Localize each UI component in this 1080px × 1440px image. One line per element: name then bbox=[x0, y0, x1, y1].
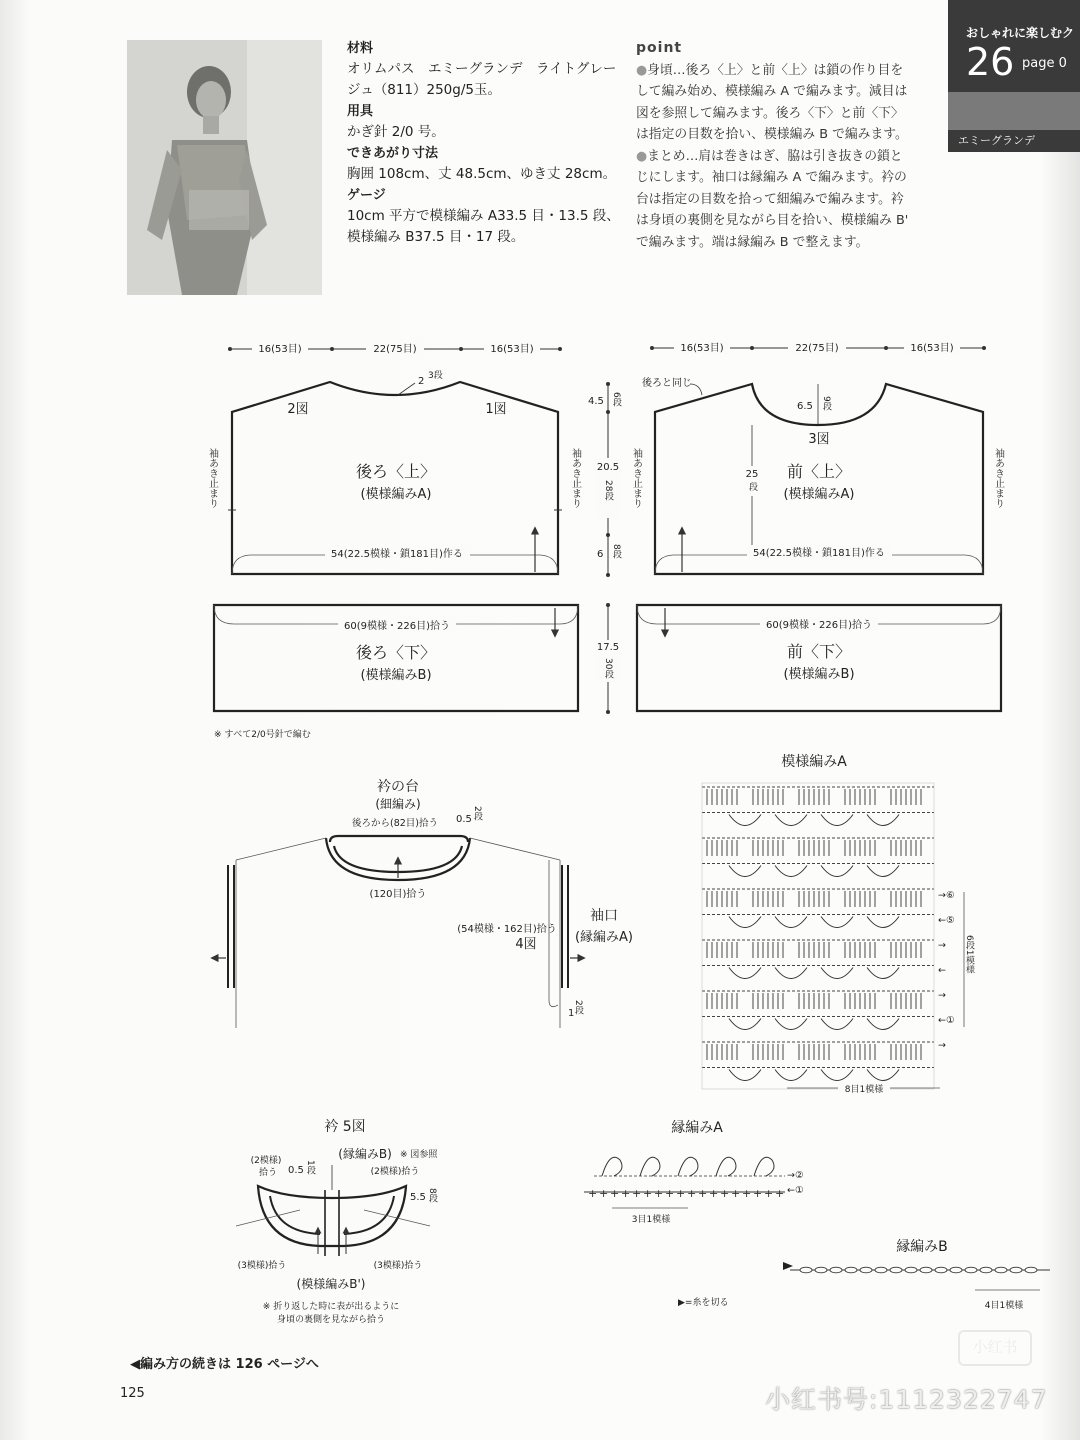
front-dimension-row bbox=[650, 340, 986, 354]
collar-note-b: 身頃の裏側を見ながら拾う bbox=[276, 1315, 386, 1325]
sc-symbol: + bbox=[731, 1187, 741, 1200]
collar-pattern: (模様編みB') bbox=[296, 1277, 366, 1291]
fan-stitch bbox=[729, 968, 761, 979]
back-left-sleeve: 袖あき止まり bbox=[206, 448, 218, 508]
chain-stitch bbox=[980, 1267, 992, 1273]
page-number: 125 bbox=[120, 1386, 145, 1401]
collar-title: 衿 5図 bbox=[324, 1119, 366, 1135]
fan-stitch bbox=[729, 917, 761, 928]
front-lower-title: 前〈下〉 bbox=[786, 642, 852, 661]
sc-symbol: + bbox=[654, 1187, 664, 1200]
collar-rows-1: 1段 bbox=[305, 1160, 315, 1175]
front-right-sleeve: 袖あき止まり bbox=[992, 448, 1004, 508]
collar-base-sub: (細編み) bbox=[375, 797, 421, 811]
point-heading: point bbox=[636, 40, 683, 56]
pattern-a-row-5: ←⑤ bbox=[938, 915, 955, 926]
fan-stitch bbox=[775, 968, 807, 979]
sc-symbol: + bbox=[676, 1187, 686, 1200]
fan-stitch bbox=[821, 1070, 853, 1081]
collar-pick-3-left: (3模様)拾う bbox=[237, 1261, 287, 1271]
collar-pick-3-right: (3模様)拾う bbox=[373, 1261, 423, 1271]
edge-a-row-1: ←① bbox=[787, 1185, 804, 1196]
chain-stitch bbox=[905, 1267, 917, 1273]
right-armhole-band bbox=[562, 865, 568, 988]
picot-loop bbox=[716, 1157, 736, 1176]
pattern-a-title: 模様編みA bbox=[781, 754, 847, 770]
fan-stitch bbox=[821, 968, 853, 979]
chain-stitch bbox=[845, 1267, 857, 1273]
front-dim-right: 16(53目) bbox=[910, 343, 954, 354]
point-text-2: まとめ…肩は巻きはぎ、脇は引き抜きの鎖とじにします。袖口は縁編み A で編みます。衿の台は指定の目数を拾って細編みで編みます。衿は身頃の裏側を見ながら目を拾い、模様編み B' で編みます。端は縁編み B で整えます。 bbox=[636, 148, 909, 250]
continued-note: ◀編み方の続きは 126 ページへ bbox=[130, 1357, 319, 1372]
fan-stitch bbox=[821, 815, 853, 826]
fan-stitch bbox=[867, 968, 899, 979]
series-title: おしゃれに楽しむク bbox=[966, 26, 1075, 40]
pattern-a-repeat-rows: 6段1模様 bbox=[964, 935, 974, 974]
dim-20-5: 20.5 bbox=[596, 462, 620, 473]
collar-pick-2-left: (2模様) bbox=[250, 1156, 282, 1166]
collar-outline bbox=[258, 1186, 406, 1246]
fan-stitch bbox=[775, 1019, 807, 1030]
fan-stitch bbox=[821, 866, 853, 877]
left-armhole-band bbox=[228, 865, 234, 988]
fan-stitch bbox=[775, 917, 807, 928]
back-upper-pattern: (模様編みA) bbox=[360, 487, 432, 502]
pattern-number: 26 bbox=[966, 40, 1015, 84]
dim-4-5: 4.5 bbox=[588, 396, 604, 407]
back-dim-left: 16(53目) bbox=[258, 344, 302, 355]
collar-edge-b: (縁編みB) bbox=[338, 1147, 392, 1161]
back-pick-up: 60(9模様・226目)拾う bbox=[344, 621, 450, 632]
edge-a-chart bbox=[584, 1157, 785, 1200]
fan-stitch bbox=[775, 815, 807, 826]
fan-stitch bbox=[867, 866, 899, 877]
chain-stitch bbox=[830, 1267, 842, 1273]
fan-stitch bbox=[867, 1019, 899, 1030]
picot-loop bbox=[602, 1157, 622, 1176]
collar-rows-8: 8段 bbox=[427, 1188, 437, 1203]
rows-8: 8段 bbox=[611, 544, 621, 559]
chain-stitch bbox=[890, 1267, 902, 1273]
sc-symbol: + bbox=[610, 1187, 620, 1200]
front-dim-left: 16(53目) bbox=[680, 343, 724, 354]
fan-stitch bbox=[867, 917, 899, 928]
fan-stitch bbox=[729, 815, 761, 826]
back-lower-pattern: (模様編みB) bbox=[360, 668, 432, 683]
fan-stitch bbox=[821, 917, 853, 928]
sc-symbol: + bbox=[742, 1187, 752, 1200]
fan-stitch bbox=[775, 1070, 807, 1081]
chain-stitch bbox=[950, 1267, 962, 1273]
rows-28: 28段 bbox=[603, 480, 613, 501]
collar-note-a: ※ 折り返した時に表が出るように bbox=[262, 1302, 400, 1312]
pattern-a-row-1: ←① bbox=[938, 1015, 955, 1026]
collar-base-depth: 0.5 bbox=[456, 814, 472, 825]
back-fig1: 1図 bbox=[485, 402, 507, 417]
materials-heading: 材料 bbox=[347, 41, 374, 56]
pattern-a-row-extra: → bbox=[938, 1040, 946, 1051]
chain-stitch bbox=[800, 1267, 812, 1273]
chain-stitch bbox=[815, 1267, 827, 1273]
pattern-a-row-6: →⑥ bbox=[938, 890, 955, 901]
back-dim-center: 22(75目) bbox=[373, 344, 417, 355]
materials-text: オリムパス エミーグランデ ライトグレージュ（811）250g/5玉。 bbox=[347, 61, 617, 98]
yarn-name: エミーグランデ bbox=[958, 134, 1035, 147]
sc-symbol: + bbox=[588, 1187, 598, 1200]
back-neck-rows: 3段 bbox=[428, 371, 443, 381]
fan-stitch bbox=[821, 1019, 853, 1030]
tools-text: かぎ針 2/0 号。 bbox=[347, 124, 445, 140]
sc-symbol: + bbox=[643, 1187, 653, 1200]
dim-6: 6 bbox=[597, 549, 604, 560]
chain-stitch bbox=[1010, 1267, 1022, 1273]
watermark-text: 小红书号:1112322747 bbox=[765, 1385, 1048, 1414]
collar-from-back: 後ろから(82目)拾う bbox=[351, 818, 439, 829]
size-heading: できあがり寸法 bbox=[347, 146, 439, 161]
sleeve-pick: (54模様・162目)拾う bbox=[457, 924, 557, 935]
sc-symbol: + bbox=[698, 1187, 708, 1200]
picot-loop bbox=[640, 1157, 660, 1176]
center-dimensions bbox=[588, 382, 622, 714]
front-start-chain: 54(22.5模様・鎖181目)作る bbox=[753, 548, 885, 559]
back-dimension-row bbox=[228, 341, 562, 355]
chart-border bbox=[702, 783, 934, 1089]
edge-a-title: 縁編みA bbox=[671, 1120, 723, 1136]
collar-ref: ※ 図参照 bbox=[400, 1150, 438, 1160]
fan-stitch bbox=[867, 815, 899, 826]
sc-symbol: + bbox=[687, 1187, 697, 1200]
back-upper-title: 後ろ〈上〉 bbox=[355, 462, 437, 481]
size-text: 胸囲 108cm、丈 48.5cm、ゆき丈 28cm。 bbox=[347, 166, 617, 182]
chain-stitch bbox=[1025, 1267, 1037, 1273]
chain-stitch bbox=[860, 1267, 872, 1273]
needle-note: ※ すべて2/0号針で編む bbox=[214, 730, 311, 740]
chain-stitch bbox=[995, 1267, 1007, 1273]
bullet-icon: ● bbox=[636, 62, 648, 78]
gauge-text: 10cm 平方で模様編み A33.5 目・13.5 段、模様編み B37.5 目・17 段。 bbox=[347, 208, 620, 245]
chain-stitch bbox=[920, 1267, 932, 1273]
collar-pick-2-left-b: 拾う bbox=[258, 1168, 278, 1178]
dim-17-5: 17.5 bbox=[596, 642, 620, 653]
front-same-as-back: 後ろと同じ bbox=[642, 378, 692, 389]
front-fig3: 3図 bbox=[808, 432, 830, 447]
rows-30: 30段 bbox=[603, 658, 613, 679]
collar-pick-120: (120目)拾う bbox=[369, 889, 427, 900]
edge-b-repeat: 4目1模様 bbox=[984, 1301, 1024, 1311]
sc-symbol: + bbox=[753, 1187, 763, 1200]
back-dim-right: 16(53目) bbox=[490, 344, 534, 355]
pattern-a-repeat-sts: 8目1模様 bbox=[844, 1085, 884, 1095]
picot-loop bbox=[754, 1157, 774, 1176]
front-left-sleeve: 袖あき止まり bbox=[630, 448, 642, 508]
front-dim-25: 25 bbox=[745, 469, 759, 480]
edge-a-row-2: →② bbox=[787, 1170, 804, 1181]
rows-6: 6段 bbox=[611, 392, 621, 407]
back-fig2: 2図 bbox=[287, 402, 309, 417]
front-dim-center: 22(75目) bbox=[795, 343, 839, 354]
back-neck-depth: 2 bbox=[418, 376, 425, 387]
sc-symbol: + bbox=[720, 1187, 730, 1200]
edge-a-repeat: 3目1模様 bbox=[631, 1215, 671, 1225]
pattern-a-row-2: → bbox=[938, 990, 946, 1001]
sc-symbol: + bbox=[599, 1187, 609, 1200]
watermark-logo: 小红书 bbox=[958, 1330, 1032, 1366]
edge-b-chart bbox=[783, 1262, 1050, 1273]
front-lower-pattern: (模様編みB) bbox=[783, 667, 855, 682]
front-pick-up: 60(9模様・226目)拾う bbox=[766, 620, 872, 631]
fan-stitch bbox=[729, 866, 761, 877]
cuff-title: 袖口 bbox=[590, 908, 618, 924]
collar-pick-2-right: (2模様)拾う bbox=[370, 1167, 420, 1177]
front-rows-25: 段 bbox=[747, 482, 757, 491]
back-start-chain: 54(22.5模様・鎖181目)作る bbox=[331, 549, 463, 560]
picot-loop bbox=[678, 1157, 698, 1176]
pattern-a-row-3: ← bbox=[938, 965, 946, 976]
collar-depth-0-5: 0.5 bbox=[288, 1165, 304, 1176]
front-neck-depth: 6.5 bbox=[797, 401, 813, 412]
cuff-depth: 1 bbox=[568, 1008, 575, 1019]
sc-symbol: + bbox=[621, 1187, 631, 1200]
back-lower-title: 後ろ〈下〉 bbox=[355, 643, 437, 662]
cuff-sub: (縁編みA) bbox=[574, 930, 634, 945]
back-right-sleeve: 袖あき止まり bbox=[569, 448, 581, 508]
tools-heading: 用具 bbox=[347, 104, 374, 119]
fan-stitch bbox=[729, 1070, 761, 1081]
chain-stitch bbox=[965, 1267, 977, 1273]
fig4: 4図 bbox=[515, 937, 537, 952]
sc-symbol: + bbox=[632, 1187, 642, 1200]
chain-stitch bbox=[935, 1267, 947, 1273]
pattern-a-chart bbox=[702, 783, 934, 1089]
pattern-a-row-4: → bbox=[938, 940, 946, 951]
sc-symbol: + bbox=[764, 1187, 774, 1200]
cuff-rows: 2段 bbox=[573, 1000, 583, 1015]
bullet-icon: ● bbox=[636, 148, 648, 164]
fan-stitch bbox=[729, 1019, 761, 1030]
sc-symbol: + bbox=[775, 1187, 785, 1200]
collar-base-title: 衿の台 bbox=[377, 779, 419, 795]
front-upper-pattern: (模様編みA) bbox=[783, 487, 855, 502]
page-ref: page 0 bbox=[1022, 56, 1067, 71]
fan-stitch bbox=[775, 866, 807, 877]
cut-yarn-icon bbox=[783, 1262, 793, 1270]
front-neck-rows: 9段 bbox=[821, 396, 831, 411]
sc-symbol: + bbox=[709, 1187, 719, 1200]
point-text-1: 身頃…後ろ〈上〉と前〈上〉は鎖の作り目をして編み始め、模様編み A で編みます。減目は図を参照して編みます。後ろ〈下〉と前〈下〉は指定の目数を拾い、模様編み B で編みます。 bbox=[636, 62, 908, 142]
fan-stitch bbox=[867, 1070, 899, 1081]
sc-symbol: + bbox=[665, 1187, 675, 1200]
collar-base-rows: 2段 bbox=[472, 806, 482, 821]
front-upper-title: 前〈上〉 bbox=[786, 462, 852, 481]
gauge-heading: ゲージ bbox=[347, 188, 386, 203]
edge-b-title: 縁編みB bbox=[896, 1239, 948, 1255]
cut-yarn-legend: ▶=糸を切る bbox=[678, 1298, 729, 1308]
chain-stitch bbox=[875, 1267, 887, 1273]
collar-depth-5-5: 5.5 bbox=[410, 1192, 426, 1203]
